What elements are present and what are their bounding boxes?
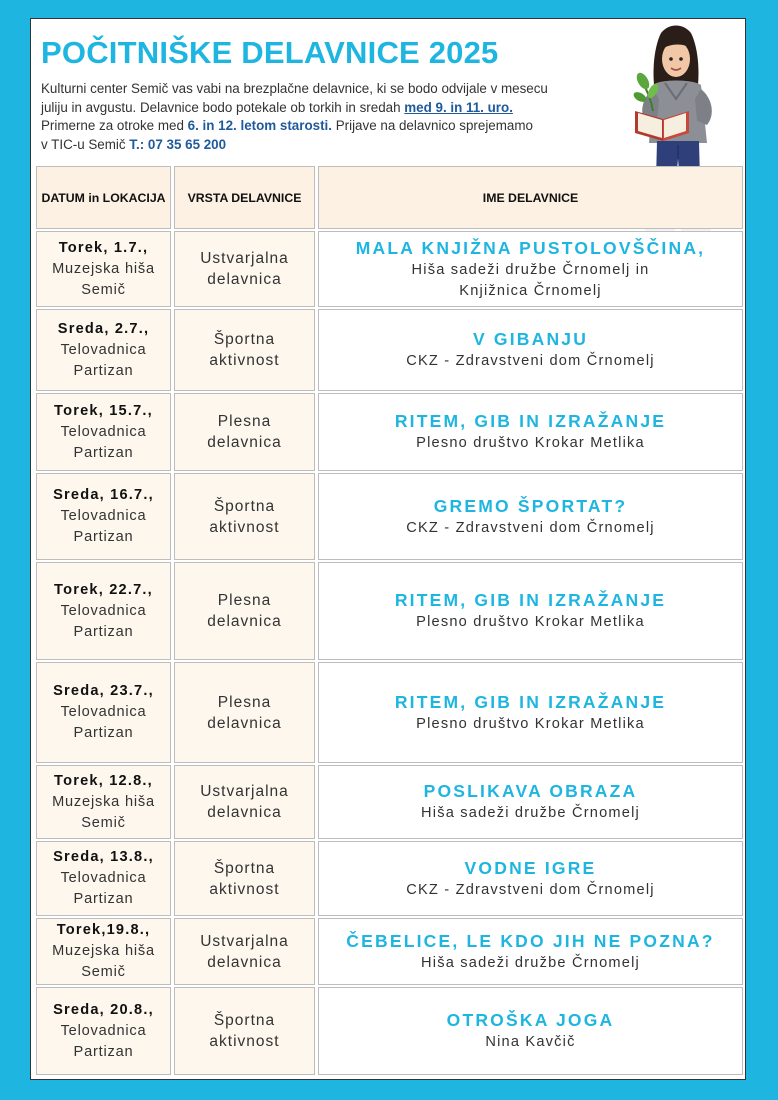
workshop-type: Ustvarjalna (200, 250, 289, 267)
workshop-location: Semič (81, 814, 126, 831)
workshop-name: POSLIKAVA OBRAZA (423, 781, 638, 801)
workshop-type-cell (174, 987, 315, 1075)
workshop-name-cell (318, 473, 743, 560)
workshop-date: Sreda, 13.8., (53, 849, 154, 865)
workshop-date: Sreda, 2.7., (57, 320, 150, 337)
time-highlight: med 9. in 11. uro. (404, 99, 513, 115)
poster-sheet (30, 18, 746, 1080)
date-location-cell (36, 662, 171, 763)
workshop-type-cell (174, 231, 315, 307)
workshop-date: Torek, 22.7., (54, 581, 153, 598)
workshop-type: Športna (213, 859, 276, 877)
intro-line-2: juliju in avgustu. Delavnice bodo potekale ob torkih in sredah (41, 99, 405, 115)
workshop-type: delavnica (207, 271, 282, 288)
workshop-date: Sreda, 23.7., (53, 683, 154, 699)
workshop-type: Plesna (217, 413, 272, 430)
workshop-location: Muzejska hiša (52, 793, 155, 810)
workshop-name: V GIBANJU (472, 329, 589, 349)
workshop-name: VODNE IGRE (464, 857, 597, 878)
workshop-type: Športna (213, 331, 276, 348)
workshop-name-cell (318, 841, 743, 916)
workshop-name: GREMO ŠPORTAT? (433, 495, 628, 516)
intro-line-4: v TIC-u Semič (41, 137, 130, 153)
header-date: DATUM in LOKACIJA (36, 166, 171, 229)
phone-highlight: T.: 07 35 65 200 (129, 137, 227, 153)
workshop-date: Torek,19.8., (56, 922, 151, 938)
workshop-location: Partizan (73, 891, 134, 907)
workshop-organizer: CKZ - Zdravstveni dom Črnomelj (406, 881, 655, 898)
workshop-location: Partizan (73, 444, 134, 461)
intro-line-3-end: Prijave na delavnico sprejemamo (332, 118, 533, 134)
workshop-type: aktivnost (209, 518, 280, 536)
workshop-name-cell (318, 662, 743, 763)
workshop-type: Plesna (217, 693, 272, 711)
workshop-name-cell (318, 918, 743, 985)
workshop-type-cell (174, 765, 315, 839)
workshop-type-cell (174, 918, 315, 985)
workshop-organizer: CKZ - Zdravstveni dom Črnomelj (406, 353, 655, 369)
age-highlight: 6. in 12. letom starosti. (187, 118, 332, 134)
workshop-organizer: Plesno društvo Krokar Metlika (416, 435, 645, 451)
workshop-type-cell (174, 473, 315, 560)
workshop-name: ČEBELICE, LE KDO JIH NE POZNA? (346, 930, 715, 951)
workshop-date: Torek, 12.8., (54, 772, 153, 789)
workshop-name: MALA KNJIŽNA PUSTOLOVŠČINA, (355, 237, 706, 258)
intro-line-3: Primerne za otroke med (41, 118, 188, 134)
workshop-type: delavnica (207, 613, 282, 630)
workshop-name-cell (318, 309, 743, 391)
workshop-type: delavnica (207, 953, 282, 971)
workshop-name-cell (318, 231, 743, 307)
workshop-name: RITEM, GIB IN IZRAŽANJE (394, 590, 667, 610)
date-location-cell (36, 473, 171, 560)
workshop-location: Partizan (73, 1043, 134, 1060)
workshop-location: Telovadnica (60, 602, 147, 619)
workshop-location: Telovadnica (60, 341, 147, 358)
workshop-type-cell (174, 309, 315, 391)
date-location-cell (36, 393, 171, 471)
workshop-location: Partizan (73, 529, 134, 545)
workshop-location: Muzejska hiša (52, 943, 155, 959)
workshop-organizer: Hiša sadeži družbe Črnomelj in (411, 261, 650, 278)
workshop-name: RITEM, GIB IN IZRAŽANJE (394, 691, 667, 712)
workshop-organizer: CKZ - Zdravstveni dom Črnomelj (406, 519, 655, 536)
workshop-type: Športna (213, 1012, 276, 1029)
header-name: IME DELAVNICE (318, 166, 743, 229)
workshop-name-cell (318, 562, 743, 660)
workshop-location: Muzejska hiša (52, 260, 155, 277)
workshop-organizer: Hiša sadeži družbe Črnomelj (421, 805, 640, 821)
workshop-location: Semič (81, 964, 126, 980)
workshop-type: delavnica (207, 804, 282, 821)
workshop-name-cell (318, 765, 743, 839)
workshop-type: aktivnost (209, 352, 280, 369)
workshop-organizer: Knjižnica Črnomelj (459, 282, 602, 299)
workshop-location: Partizan (73, 362, 134, 379)
date-location-cell (36, 987, 171, 1075)
workshop-date: Torek, 1.7., (58, 239, 149, 256)
workshop-organizer: Hiša sadeži družbe Črnomelj (421, 954, 640, 971)
workshop-type: delavnica (207, 714, 282, 732)
workshop-location: Partizan (73, 725, 134, 741)
workshop-organizer: Plesno društvo Krokar Metlika (416, 614, 645, 630)
workshop-organizer: Nina Kavčič (485, 1034, 576, 1050)
workshop-type: Plesna (217, 592, 272, 609)
date-location-cell (36, 309, 171, 391)
workshop-type: Športna (213, 497, 276, 515)
workshop-type-cell (174, 562, 315, 660)
header-type: VRSTA DELAVNICE (174, 166, 315, 229)
workshop-location: Partizan (73, 623, 134, 640)
date-location-cell (36, 841, 171, 916)
workshop-name: OTROŠKA JOGA (446, 1010, 615, 1030)
date-location-cell (36, 765, 171, 839)
workshop-location: Telovadnica (60, 704, 147, 720)
date-location-cell (36, 562, 171, 660)
workshop-location: Telovadnica (60, 1022, 147, 1039)
workshop-type: aktivnost (209, 880, 280, 898)
workshop-type: Ustvarjalna (200, 932, 289, 950)
workshop-type: Ustvarjalna (200, 783, 289, 800)
workshop-date: Sreda, 20.8., (53, 1001, 154, 1018)
workshop-date: Sreda, 16.7., (53, 487, 154, 503)
workshop-name: RITEM, GIB IN IZRAŽANJE (394, 411, 667, 431)
workshop-type-cell (174, 841, 315, 916)
workshop-type: aktivnost (209, 1033, 280, 1050)
workshop-name-cell (318, 987, 743, 1075)
date-location-cell (36, 231, 171, 307)
workshop-name-cell (318, 393, 743, 471)
date-location-cell (36, 918, 171, 985)
workshop-type-cell (174, 393, 315, 471)
page-title: POČITNIŠKE DELAVNICE 2025 (41, 35, 499, 70)
workshop-location: Telovadnica (60, 423, 147, 440)
workshop-location: Semič (81, 281, 126, 298)
intro-line-1: Kulturni center Semič vas vabi na brezplačne delavnice, ki se bodo odvijale v mesecu (41, 81, 548, 96)
workshop-location: Telovadnica (60, 870, 147, 886)
workshop-date: Torek, 15.7., (54, 402, 153, 419)
workshop-type-cell (174, 662, 315, 763)
intro-text (41, 80, 601, 155)
workshop-organizer: Plesno društvo Krokar Metlika (416, 715, 645, 732)
workshop-type: delavnica (207, 434, 282, 451)
workshop-location: Telovadnica (60, 508, 147, 524)
